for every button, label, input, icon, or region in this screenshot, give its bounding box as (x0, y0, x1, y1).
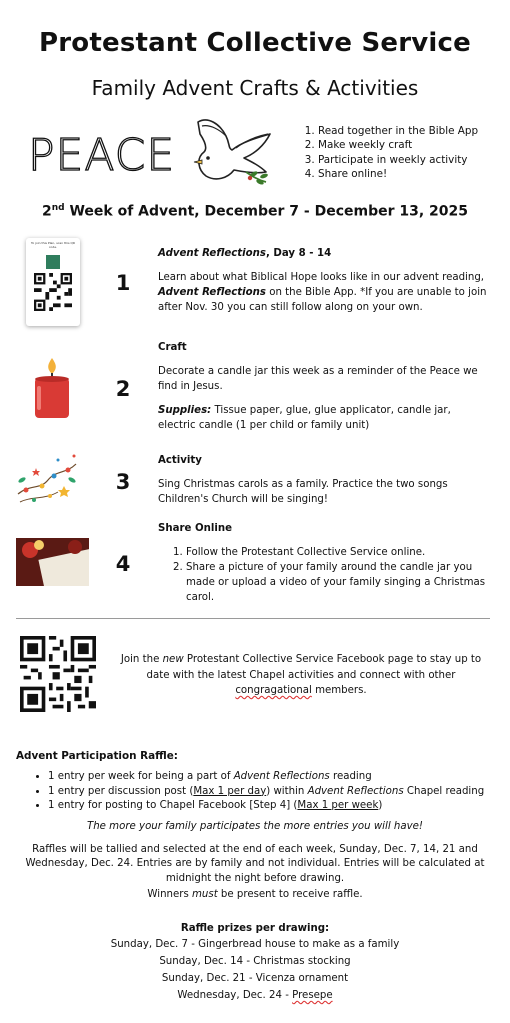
list-item: 3. Participate in weekly activity (318, 153, 478, 167)
week-heading: 2nd Week of Advent, December 7 - December 13, 2025 (41, 203, 469, 220)
qr-card-caption: To join this Plan, scan this QR code. (31, 241, 75, 249)
raffle-title: Advent Participation Raffle: (16, 750, 178, 762)
share-steps-list (158, 545, 490, 605)
section-supplies: Supplies: Tissue paper, glue, glue applicator, candle jar, electric candle (1 per child or family unit) (158, 405, 451, 431)
candle-light-image (34, 540, 44, 550)
prize-item: Wednesday, Dec. 24 - Presepe (177, 990, 333, 1001)
list-item: 2. Make weekly craft (318, 138, 478, 152)
page-subtitle: Family Advent Crafts & Activities (91, 76, 419, 100)
list-item: 4. Share online! (318, 167, 478, 181)
plan-thumbnail-icon (46, 255, 60, 269)
section-text: Sing Christmas carols as a family. Practice the two songs Children's Church will be singing! (158, 479, 448, 505)
peace-word: PEACE (28, 130, 176, 181)
prize-item: Sunday, Dec. 21 - Vicenza ornament (161, 973, 349, 984)
list-item: • 1 entry per week for being a part of Advent Reflections reading (48, 770, 510, 785)
step-number: 3 (115, 470, 131, 494)
prizes-title: Raffle prizes per drawing: (180, 923, 330, 934)
raffle-tallied-text: Raffles will be tallied and selected at the end of each week, Sunday, Dec. 7, 14, 21 and Wednesday, Dec. 24. Entries are by family and not individual. Entries will be calculated at midnight the night before drawing. (25, 844, 485, 884)
christmas-photo (16, 538, 89, 586)
list-item: 1. Follow the Protestant Collective Service online. (186, 545, 490, 560)
dove-icon (186, 112, 278, 196)
raffle-winners-text: Winners must be present to receive raffle. (147, 889, 363, 900)
section-heading: Advent Reflections, Day 8 - 14 (158, 248, 332, 259)
step-number: 1 (115, 271, 131, 295)
section-text: Decorate a candle jar this week as a reminder of the Peace we find in Jesus. (158, 366, 478, 392)
section-heading: Craft (158, 342, 187, 353)
facebook-invite-text: Join the new Protestant Collective Service Facebook page to stay up to date with the latest Chapel activities and connect with other congragational members. (120, 654, 482, 697)
section-craft (158, 340, 490, 442)
festive-garland-icon (14, 450, 80, 510)
raffle-entries-list (28, 770, 510, 814)
section-share-online (158, 521, 490, 605)
bible-plan-qr-card (26, 238, 80, 326)
section-text: Learn about what Biblical Hope looks like in our advent reading, Advent Reflections on the Bible App. *If you are unable to join after Nov. 30 you can still follow along on your own. (158, 272, 487, 313)
step-number: 4 (115, 552, 131, 576)
page-title: Protestant Collective Service (39, 28, 471, 58)
ornament-image (68, 540, 82, 554)
section-heading: Activity (158, 455, 202, 466)
list-item: 2. Share a picture of your family around the candle jar you made or upload a video of your family singing a Christmas carol. (186, 560, 490, 605)
intro-steps-list (302, 124, 478, 181)
prize-item: Sunday, Dec. 7 - Gingerbread house to make as a family (110, 939, 400, 950)
prize-item: Sunday, Dec. 14 - Christmas stocking (159, 956, 351, 967)
list-item: 1. Read together in the Bible App (318, 124, 478, 138)
section-heading: Share Online (158, 523, 233, 534)
step-number: 2 (115, 377, 131, 401)
section-activity (158, 453, 490, 516)
qr-code-icon (34, 273, 72, 311)
divider (16, 618, 490, 619)
list-item: • 1 entry for posting to Chapel Facebook [Step 4] (Max 1 per week) (48, 799, 510, 814)
raffle-tagline: The more your family participates the more entries you will have! (87, 821, 423, 832)
facebook-qr-code-icon[interactable] (20, 636, 96, 712)
candle-icon (30, 356, 74, 420)
list-item: • 1 entry per discussion post (Max 1 per day) within Advent Reflections Chapel reading (48, 785, 510, 800)
sheet-music-image (38, 549, 89, 586)
section-reading (158, 246, 490, 324)
